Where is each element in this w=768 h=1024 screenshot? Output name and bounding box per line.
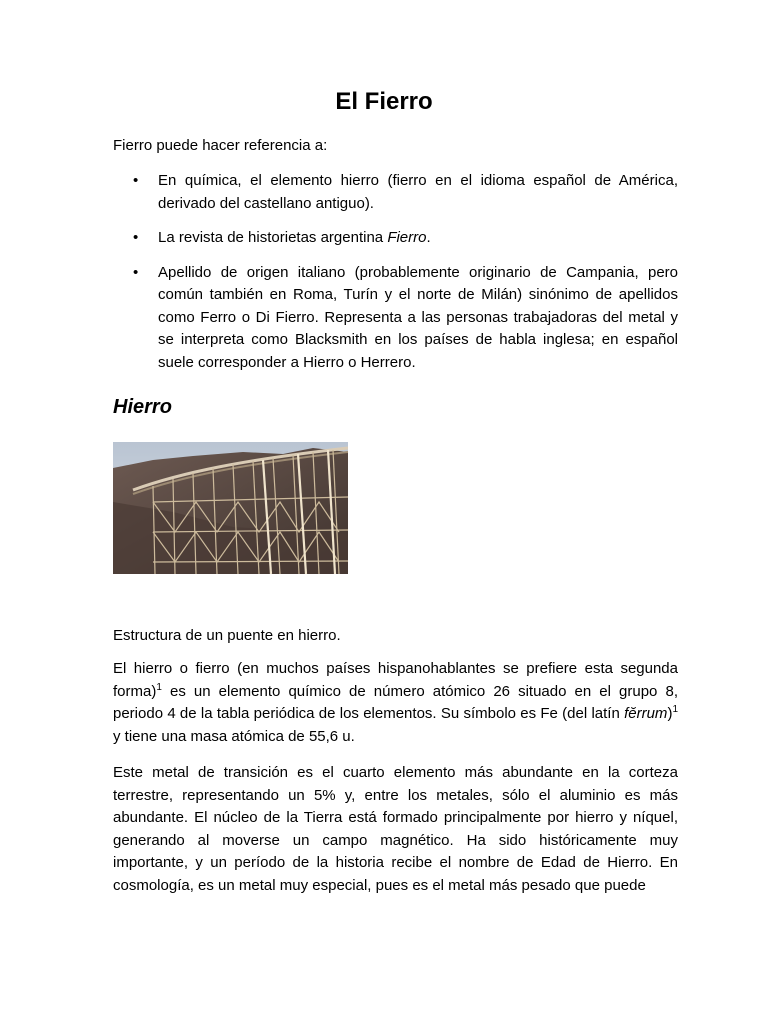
paragraph-2: Este metal de transición es el cuarto elemento más abundante en la corteza terrestre, representando un 5% y, entre los metales, sólo el aluminio es más abundante. El núcleo de la Tierra está formado principalmente por hierro y níquel, generando al moverse un campo magnético. Ha sido históricamente muy importante, y un período de la historia recibe el nombre de Edad de Hierro. En cosmología, es un metal muy especial, pues es el metal más pesado que puede (113, 764, 678, 894)
list-item-text: Apellido de origen italiano (probablemente originario de Campania, pero común también en Roma, Turín y el norte de Milán) sinónimo de apellidos como Ferro o Di Fierro. Representa a las personas trabajadoras del metal y se interpreta como Blacksmith en los países de habla inglesa; en español suele corresponder a Hierro o Herrero. (158, 263, 678, 371)
list-item-text: La revista de historietas argentina (158, 229, 388, 246)
paragraph-1-text-d: y tiene una masa atómica de 55,6 u. (113, 727, 355, 745)
section-heading: Hierro (113, 396, 172, 418)
intro-text: Fierro puede hacer referencia a: (113, 137, 328, 154)
image-caption: Estructura de un puente en hierro. (113, 627, 341, 644)
paragraph-1 (113, 658, 678, 748)
bullet-icon: • (133, 172, 139, 189)
footnote-ref: 1 (156, 681, 162, 693)
list-item-text: En química, el elemento hierro (fierro en el idioma español de América, derivado del castellano antiguo). (158, 172, 678, 212)
footnote-ref: 1 (672, 704, 678, 716)
paragraph-1-text-c: ) (667, 705, 673, 723)
latin-term: fĕrrum (624, 705, 668, 723)
list-item (113, 227, 678, 250)
bullet-list (113, 170, 678, 386)
paragraph-1-text-a: El hierro o fierro (en muchos países hispanohablantes se prefiere esta segunda forma) (113, 660, 678, 700)
page-title: El Fierro (335, 88, 433, 115)
paragraph-1-text-b: es un elemento químico de número atómico 26 situado en el grupo 8, periodo 4 de la tabla periódica de los elementos. Su símbolo es Fe (del latín (113, 682, 678, 723)
list-item-end: . (426, 229, 431, 246)
bullet-icon: • (133, 229, 139, 246)
list-item (113, 170, 678, 215)
list-item (113, 262, 678, 375)
bridge-photo (113, 442, 348, 574)
bullet-icon: • (133, 263, 139, 281)
magazine-name: Fierro (387, 229, 427, 246)
